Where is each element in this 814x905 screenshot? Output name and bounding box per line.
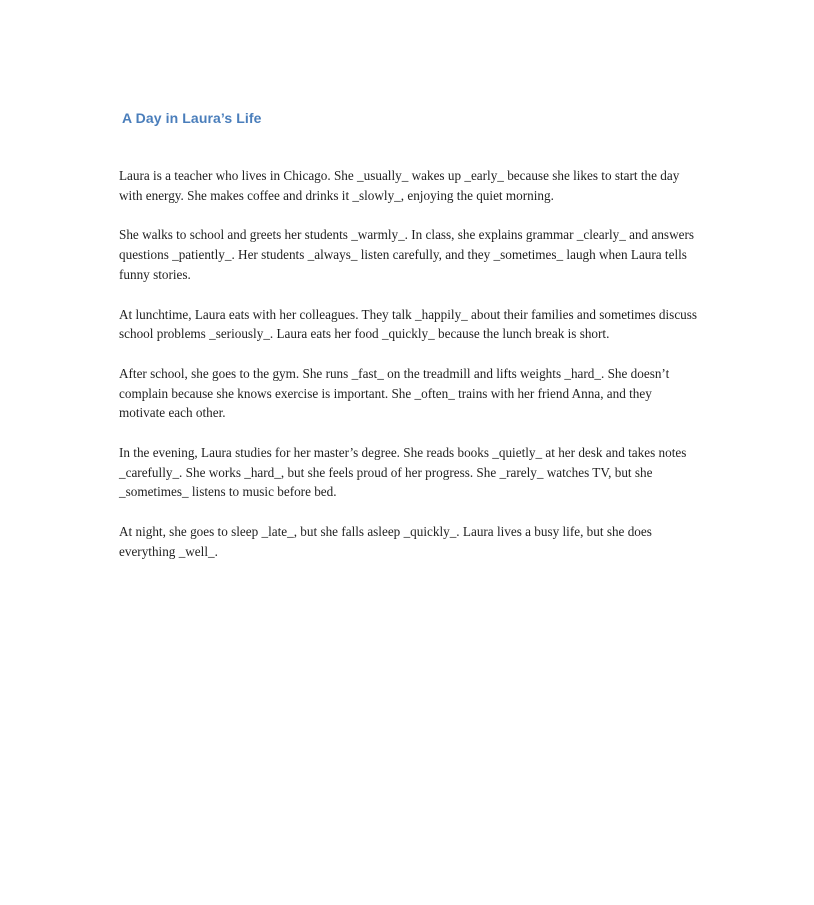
paragraph-morning: Laura is a teacher who lives in Chicago. She _usually_ wakes up _early_ because she likes to start the day with energy. She makes coffee and drinks it _slowly_, enjoying the quiet morning. (119, 168, 680, 203)
paragraph-evening: In the evening, Laura studies for her master’s degree. She reads books _quietly_ at her desk and takes notes _carefully_. She works _hard_, but she feels proud of her progress. She _rarely_ watches TV, but she _sometimes_ listens to music before bed. (119, 445, 687, 500)
document-title: A Day in Laura’s Life (122, 110, 262, 126)
paragraph-gym: After school, she goes to the gym. She runs _fast_ on the treadmill and lifts weights _hard_. She doesn’t complain because she knows exercise is important. She _often_ trains with her friend Anna, and they motivate each other. (119, 365, 670, 421)
paragraph-night: At night, she goes to sleep _late_, but she falls asleep _quickly_. Laura lives a busy life, but she does everything _well_. (119, 524, 652, 559)
paragraph-school: She walks to school and greets her students _warmly_. In class, she explains grammar _clearly_ and answers questions _patiently_. Her students _always_ listen carefully, and they _sometimes_ laugh when Laura tells funny stories. (119, 227, 694, 282)
document-body (119, 166, 699, 582)
paragraph-lunchtime: At lunchtime, Laura eats with her colleagues. They talk _happily_ about their families and sometimes discuss school problems _seriously_. Laura eats her food _quickly_ because the lunch break is short. (119, 306, 698, 342)
